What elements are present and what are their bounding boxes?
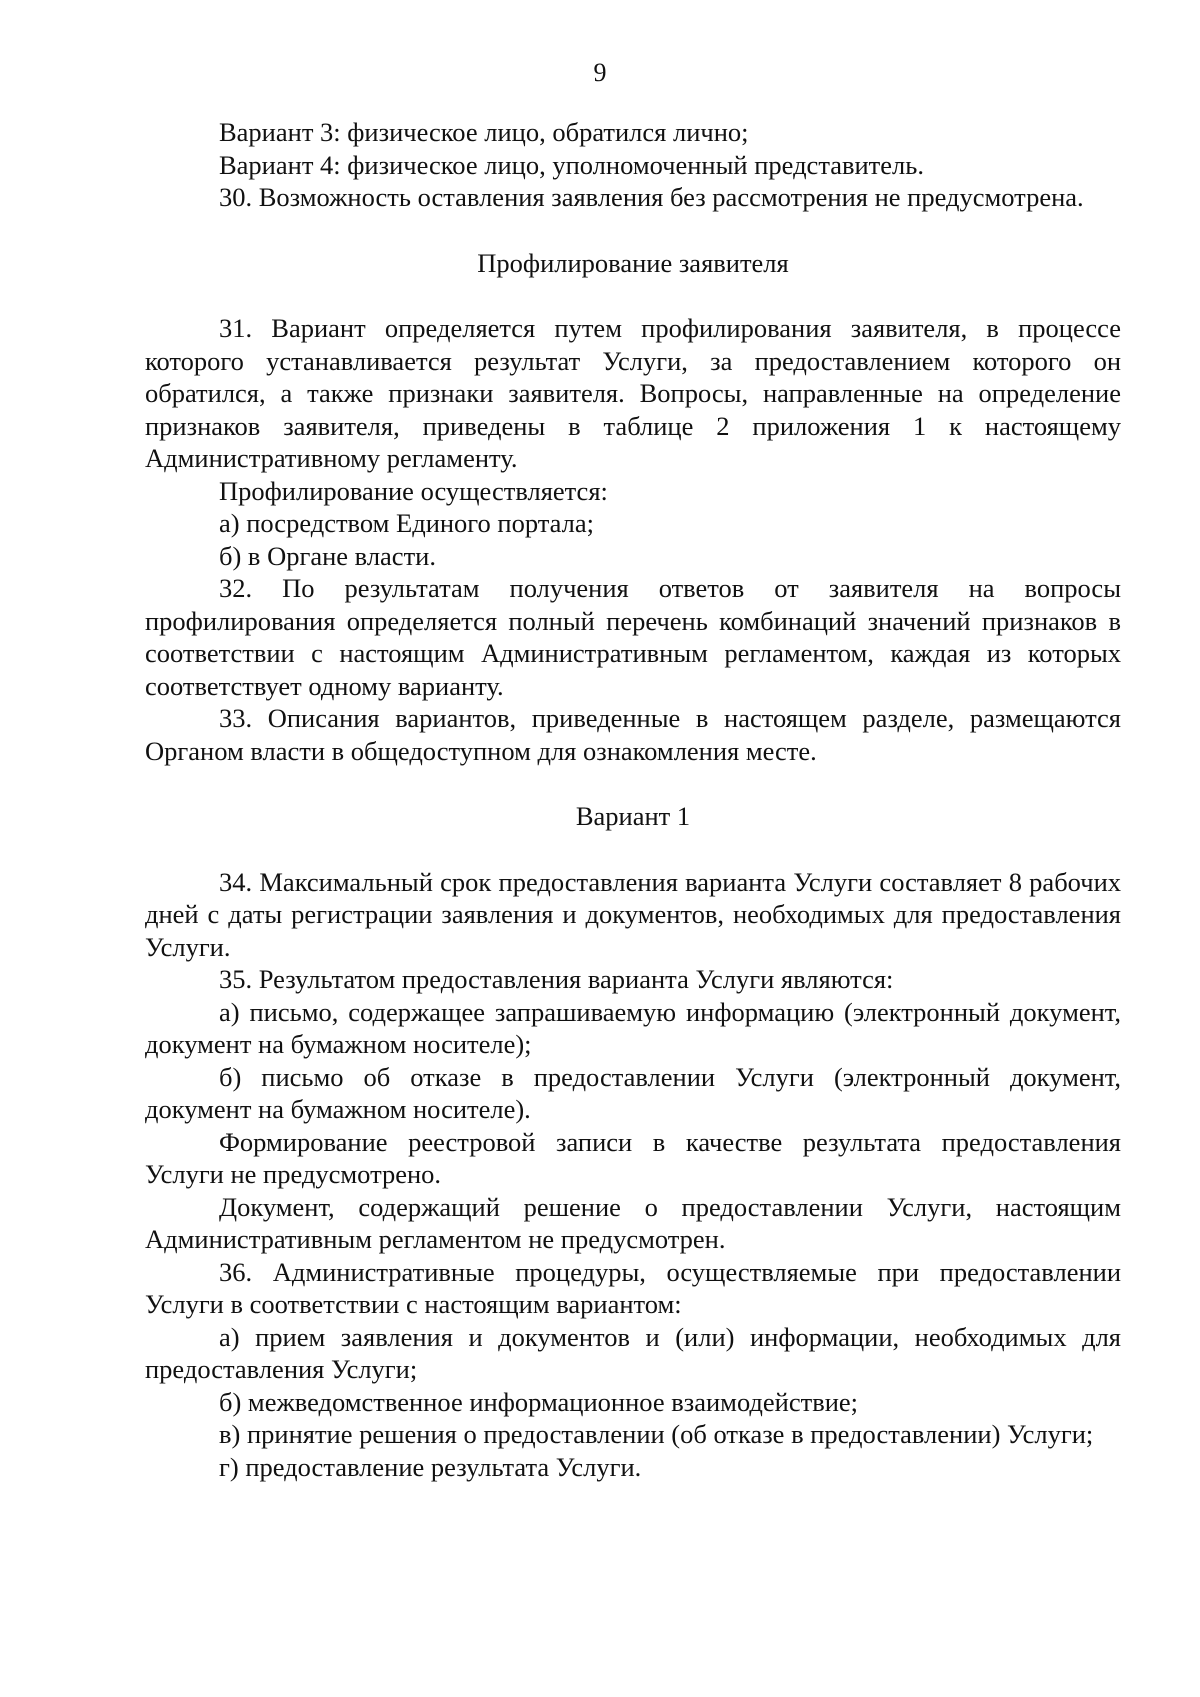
- paragraph-variant-3: Вариант 3: физическое лицо, обратился лично;: [219, 117, 749, 147]
- paragraph-35: 35. Результатом предоставления варианта Услуги являются:: [219, 964, 894, 994]
- document-body: [145, 116, 1121, 1483]
- paragraph-decision-document: Документ, содержащий решение о предоставлении Услуги, настоящим Административным регламентом не предусмотрен.: [145, 1191, 1121, 1254]
- paragraph-30: 30. Возможность оставления заявления без рассмотрения не предусмотрена.: [219, 182, 1084, 212]
- paragraph-34: 34. Максимальный срок предоставления варианта Услуги составляет 8 рабочих дней с даты регистрации заявления и документов, необходимых для предоставления Услуги.: [145, 866, 1121, 962]
- paragraph-variant-4: Вариант 4: физическое лицо, уполномоченный представитель.: [219, 149, 924, 180]
- paragraph-31: 31. Вариант определяется путем профилирования заявителя, в процессе которого устанавливается результат Услуги, за предоставлением которого он обратился, а также признаки заявителя. Вопросы, направленные на определение признаков заявителя, приведены в таблице 2 приложения 1 к настоящему Административному регламенту.: [145, 313, 1121, 473]
- paragraph-36: 36. Административные процедуры, осуществляемые при предоставлении Услуги в соответствии с настоящим вариантом:: [145, 1256, 1121, 1319]
- heading-variant-1: Вариант 1: [575, 801, 691, 831]
- paragraph-profiling-performed: Профилирование осуществляется:: [219, 475, 608, 506]
- list-item-g-result: г) предоставление результата Услуги.: [219, 1451, 642, 1482]
- list-item-v-decision: в) принятие решения о предоставлении (об отказе в предоставлении) Услуги;: [219, 1419, 1094, 1449]
- heading-profiling: Профилирование заявителя: [477, 247, 789, 278]
- list-item-a-letter: а) письмо, содержащее запрашиваемую информацию (электронный документ, документ на бумажном носителе);: [145, 996, 1121, 1059]
- list-item-b-interagency: б) межведомственное информационное взаимодействие;: [219, 1386, 859, 1417]
- paragraph-registry-record: Формирование реестровой записи в качестве результата предоставления Услуги не предусмотрено.: [145, 1126, 1121, 1189]
- page-number: 9: [593, 58, 607, 87]
- list-item-a-reception: а) прием заявления и документов и (или) информации, необходимых для предоставления Услуги;: [145, 1321, 1121, 1384]
- list-item-b-authority: б) в Органе власти.: [219, 540, 436, 571]
- list-item-a-portal: а) посредством Единого портала;: [219, 508, 594, 538]
- paragraph-32: 32. По результатам получения ответов от заявителя на вопросы профилирования определяется полный перечень комбинаций значений признаков в соответствии с настоящим Административным регламентом, каждая из которых соответствует одному варианту.: [145, 573, 1121, 701]
- paragraph-33: 33. Описания вариантов, приведенные в настоящем разделе, размещаются Органом власти в общедоступном для ознакомления месте.: [145, 703, 1121, 766]
- list-item-b-refusal-letter: б) письмо об отказе в предоставлении Услуги (электронный документ, документ на бумажном носителе).: [145, 1061, 1121, 1124]
